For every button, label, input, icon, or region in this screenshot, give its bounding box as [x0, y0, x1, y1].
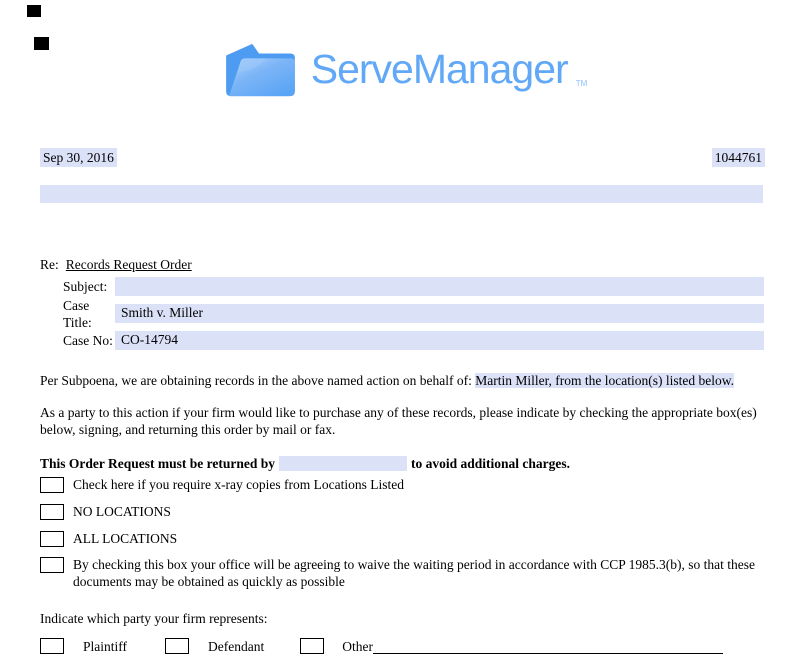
xray-checkbox[interactable]: [40, 477, 64, 493]
paragraph-subpoena: [40, 372, 768, 389]
re-title: Records Request Order: [65, 257, 192, 272]
no-locations-label: NO LOCATIONS: [73, 504, 171, 519]
servemanager-logo: [0, 38, 803, 100]
plaintiff-checkbox[interactable]: [40, 638, 64, 654]
defendant-label: Defendant: [208, 638, 265, 654]
subject-value-field[interactable]: [115, 277, 764, 296]
xray-checkbox-label: Check here if you require x-ray copies from Locations Listed: [73, 477, 405, 492]
return-date-blank-field[interactable]: [279, 456, 407, 471]
field-row-case-title: [63, 297, 764, 330]
paragraph-purchase: As a party to this action if your firm would like to purchase any of these records, please indicate by checking the appropriate box(es) below, signing, and returning this order by mail or fax.: [40, 405, 757, 437]
re-line: [40, 256, 192, 273]
field-row-case-no: [63, 331, 764, 350]
checkbox-row-all-locations: [40, 530, 772, 547]
defendant-checkbox[interactable]: [165, 638, 189, 654]
date-field: Sep 30, 2016: [40, 148, 117, 167]
party-options-row: [40, 635, 723, 657]
checkbox-row-waive: [40, 556, 772, 590]
redaction-box: [27, 5, 41, 17]
checkbox-row-no-locations: [40, 503, 772, 520]
other-checkbox[interactable]: [300, 638, 324, 654]
re-label: Re:: [40, 257, 59, 272]
return-deadline-line: [40, 455, 570, 472]
party-prompt: Indicate which party your firm represents:: [40, 611, 268, 626]
field-row-subject: [63, 277, 764, 296]
folder-icon: [216, 39, 304, 99]
other-label: Other: [342, 638, 373, 654]
paragraph-subpoena-text: Per Subpoena, we are obtaining records in the above named action on behalf of:: [40, 373, 476, 388]
brand-wordmark: ServeManager: [310, 45, 568, 92]
no-locations-checkbox[interactable]: [40, 504, 64, 520]
subject-label: Subject:: [63, 279, 108, 294]
on-behalf-of-field: Martin Miller, from the location(s) listed below.: [475, 373, 735, 388]
return-prefix: This Order Request must be returned by: [40, 456, 276, 471]
all-locations-checkbox[interactable]: [40, 531, 64, 547]
plaintiff-label: Plaintiff: [83, 638, 128, 654]
other-blank-line[interactable]: [373, 639, 723, 654]
waive-label: By checking this box your office will be agreeing to waive the waiting period in accordance with CCP 1985.3(b), so that these documents may be obtained as quickly as possible: [73, 557, 755, 589]
doc-number-field: 1044761: [712, 148, 765, 167]
header-row: [40, 148, 765, 167]
all-locations-label: ALL LOCATIONS: [73, 531, 178, 546]
case-title-value-field: Smith v. Miller: [115, 304, 764, 323]
waive-checkbox[interactable]: [40, 557, 64, 573]
return-suffix: to avoid additional charges.: [411, 456, 571, 471]
case-no-value-field: CO-14794: [115, 331, 764, 350]
case-fields: [63, 277, 764, 358]
trademark-symbol: TM: [575, 79, 588, 88]
case-no-label: Case No:: [63, 333, 113, 348]
checkbox-row-xray: [40, 476, 772, 493]
case-title-label: Case Title:: [63, 297, 92, 330]
address-blank-field[interactable]: [40, 185, 763, 203]
